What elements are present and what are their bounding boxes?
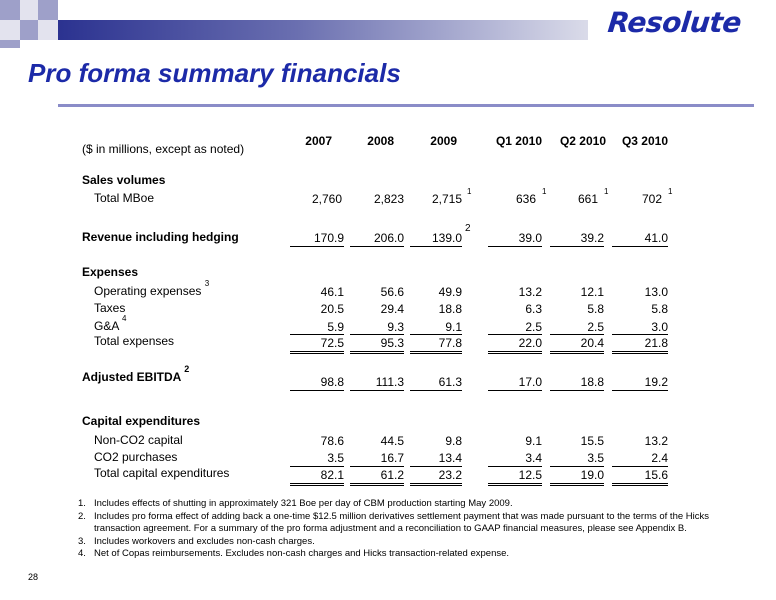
cell-2007: 78.6 bbox=[320, 434, 344, 448]
table-row-total-mboe bbox=[0, 187, 776, 209]
column-header-2008: 2008 bbox=[367, 134, 394, 148]
footnote-number: 2. bbox=[78, 510, 86, 522]
cell-q1-2010: 6.3 bbox=[525, 302, 542, 316]
footnote-marker: 1 bbox=[467, 187, 472, 196]
cell-2008: 29.4 bbox=[380, 302, 404, 316]
cell-2008: 56.6 bbox=[380, 285, 404, 299]
company-logo: Resolute bbox=[606, 6, 743, 39]
section-sales-volumes bbox=[0, 173, 776, 191]
title-divider bbox=[58, 104, 754, 107]
cell-2007: 46.1 bbox=[320, 285, 344, 299]
header-gradient-bar bbox=[58, 20, 588, 40]
section-heading: Sales volumes bbox=[82, 173, 166, 187]
header-decor-block bbox=[0, 0, 20, 20]
cell-2008: 206.0 bbox=[350, 230, 404, 247]
column-header-q1-2010: Q1 2010 bbox=[495, 134, 542, 148]
cell-2009: 77.8 bbox=[410, 334, 462, 354]
section-heading: Capital expenditures bbox=[82, 414, 201, 428]
cell-q1-2010: 636 bbox=[515, 192, 536, 206]
row-label: Revenue including hedging bbox=[82, 230, 239, 244]
cell-2009: 9.1 bbox=[445, 320, 462, 334]
cell-q1-2010: 13.2 bbox=[518, 285, 542, 299]
header-decor-block bbox=[38, 0, 58, 20]
cell-q2-2010: 661 bbox=[577, 192, 598, 206]
table-row-operating-expenses bbox=[0, 279, 776, 302]
footnote-marker: 1 bbox=[668, 187, 673, 196]
cell-2007: 98.8 bbox=[290, 374, 344, 391]
cell-q2-2010: 18.8 bbox=[550, 374, 604, 391]
row-label: Total MBoe bbox=[94, 191, 155, 205]
cell-q3-2010: 13.2 bbox=[644, 434, 668, 448]
header-decor-block bbox=[0, 40, 20, 48]
page-title: Pro forma summary financials bbox=[28, 58, 401, 88]
row-label-text: Operating expenses bbox=[94, 284, 202, 298]
cell-q1-2010: 2.5 bbox=[525, 320, 542, 334]
section-heading: Expenses bbox=[82, 265, 139, 279]
cell-2008: 9.3 bbox=[387, 320, 404, 334]
cell-2007: 20.5 bbox=[320, 302, 344, 316]
cell-q3-2010: 19.2 bbox=[612, 374, 668, 391]
cell-q2-2010: 15.5 bbox=[580, 434, 604, 448]
column-header-2007: 2007 bbox=[305, 134, 332, 148]
footnote-item bbox=[78, 511, 718, 536]
unit-note: ($ in millions, except as noted) bbox=[82, 142, 245, 156]
section-capital-expenditures bbox=[0, 414, 776, 432]
cell-q3-2010: 41.0 bbox=[612, 230, 668, 247]
table-row-revenue bbox=[0, 223, 776, 248]
cell-q3-2010: 2.4 bbox=[651, 451, 668, 465]
row-label: Taxes bbox=[94, 301, 126, 315]
table-row-total-expenses bbox=[0, 334, 776, 352]
cell-2009: 18.8 bbox=[438, 302, 462, 316]
footnotes-list bbox=[78, 498, 718, 561]
footnote-item bbox=[78, 548, 718, 561]
row-label: CO2 purchases bbox=[94, 450, 178, 464]
footnote-marker: 2 bbox=[184, 364, 190, 374]
cell-q1-2010: 3.4 bbox=[525, 451, 542, 465]
footnote-text: Includes pro forma effect of adding back a one-time $12.5 million derivatives settlement payment that was made pursuant to the terms of the Hicks transaction agreement. For a summary of the pro forma adjustment and a reconciliation to GAAP financial measures, please see Appendix B. bbox=[94, 510, 709, 534]
header-decor-block bbox=[20, 20, 38, 40]
cell-2008: 16.7 bbox=[380, 451, 404, 465]
cell-2008: 2,823 bbox=[373, 192, 404, 206]
cell-2009: 13.4 bbox=[438, 451, 462, 465]
cell-q2-2010: 5.8 bbox=[587, 302, 604, 316]
row-label-text: Adjusted EBITDA bbox=[82, 370, 181, 384]
cell-2007: 3.5 bbox=[327, 451, 344, 465]
footnote-text: Includes effects of shutting in approximately 321 Boe per day of CBM production starting May 2009. bbox=[94, 498, 513, 509]
cell-q3-2010: 702 bbox=[641, 192, 662, 206]
row-label-text: G&A bbox=[94, 319, 119, 333]
header-decor-block bbox=[38, 20, 58, 40]
cell-2007: 82.1 bbox=[290, 466, 344, 486]
cell-q2-2010: 3.5 bbox=[587, 451, 604, 465]
cell-2009: 23.2 bbox=[410, 466, 462, 486]
page-number: 28 bbox=[28, 572, 39, 582]
footnote-number: 4. bbox=[78, 548, 86, 559]
column-header-q3-2010: Q3 2010 bbox=[621, 134, 668, 148]
footnote-marker: 2 bbox=[465, 223, 471, 234]
row-label: Total capital expenditures bbox=[94, 466, 230, 480]
footnote-number: 3. bbox=[78, 535, 86, 547]
cell-q2-2010: 19.0 bbox=[550, 466, 604, 486]
cell-2007: 72.5 bbox=[290, 334, 344, 354]
footnote-item bbox=[78, 536, 718, 549]
column-header-q2-2010: Q2 2010 bbox=[559, 134, 606, 148]
footnote-number: 1. bbox=[78, 498, 86, 509]
row-label bbox=[94, 279, 210, 298]
cell-q3-2010: 5.8 bbox=[651, 302, 668, 316]
row-label: Total expenses bbox=[94, 334, 175, 348]
cell-2007: 5.9 bbox=[327, 320, 344, 334]
header-decor-block bbox=[20, 0, 38, 20]
cell-2008: 44.5 bbox=[380, 434, 404, 448]
cell-q1-2010: 17.0 bbox=[488, 374, 542, 391]
footnote-item bbox=[78, 498, 718, 511]
header-decor-block bbox=[0, 20, 20, 40]
cell-q1-2010: 9.1 bbox=[525, 434, 542, 448]
table-row-non-co2-capital bbox=[0, 433, 776, 451]
cell-2009: 61.3 bbox=[410, 374, 462, 391]
cell-2008: 61.2 bbox=[350, 466, 404, 486]
cell-q2-2010: 2.5 bbox=[587, 320, 604, 334]
cell-2008: 111.3 bbox=[350, 374, 404, 391]
cell-2008: 95.3 bbox=[350, 334, 404, 354]
footnote-marker: 4 bbox=[122, 314, 127, 323]
cell-q3-2010: 21.8 bbox=[612, 334, 668, 354]
cell-q2-2010: 39.2 bbox=[550, 230, 604, 247]
footnote-marker: 1 bbox=[542, 187, 547, 196]
cell-q3-2010: 3.0 bbox=[651, 320, 668, 334]
table-row-taxes bbox=[0, 301, 776, 319]
cell-q2-2010: 12.1 bbox=[580, 285, 604, 299]
cell-q3-2010: 15.6 bbox=[612, 466, 668, 486]
column-header-2009: 2009 bbox=[430, 134, 457, 148]
row-label bbox=[94, 314, 127, 333]
cell-2009: 9.8 bbox=[445, 434, 462, 448]
table-row-total-capex bbox=[0, 466, 776, 484]
cell-2009: 2,715 bbox=[431, 192, 462, 206]
footnote-marker: 3 bbox=[204, 279, 210, 288]
footnote-text: Net of Copas reimbursements. Excludes non-cash charges and Hicks transaction-related expense. bbox=[94, 548, 510, 559]
table-row-adjusted-ebitda bbox=[0, 364, 776, 392]
cell-2009: 49.9 bbox=[438, 285, 462, 299]
cell-q3-2010: 13.0 bbox=[644, 285, 668, 299]
cell-2007: 170.9 bbox=[290, 230, 344, 247]
cell-q1-2010: 22.0 bbox=[488, 334, 542, 354]
row-label bbox=[82, 364, 190, 384]
section-expenses bbox=[0, 265, 776, 283]
footnote-marker: 1 bbox=[604, 187, 609, 196]
cell-2007: 2,760 bbox=[311, 192, 342, 206]
cell-q1-2010: 12.5 bbox=[488, 466, 542, 486]
cell-q2-2010: 20.4 bbox=[550, 334, 604, 354]
cell-q1-2010: 39.0 bbox=[488, 230, 542, 247]
footnote-text: Includes workovers and excludes non-cash charges. bbox=[94, 535, 315, 547]
row-label: Non-CO2 capital bbox=[94, 433, 183, 447]
cell-2009: 139.0 bbox=[410, 230, 462, 247]
